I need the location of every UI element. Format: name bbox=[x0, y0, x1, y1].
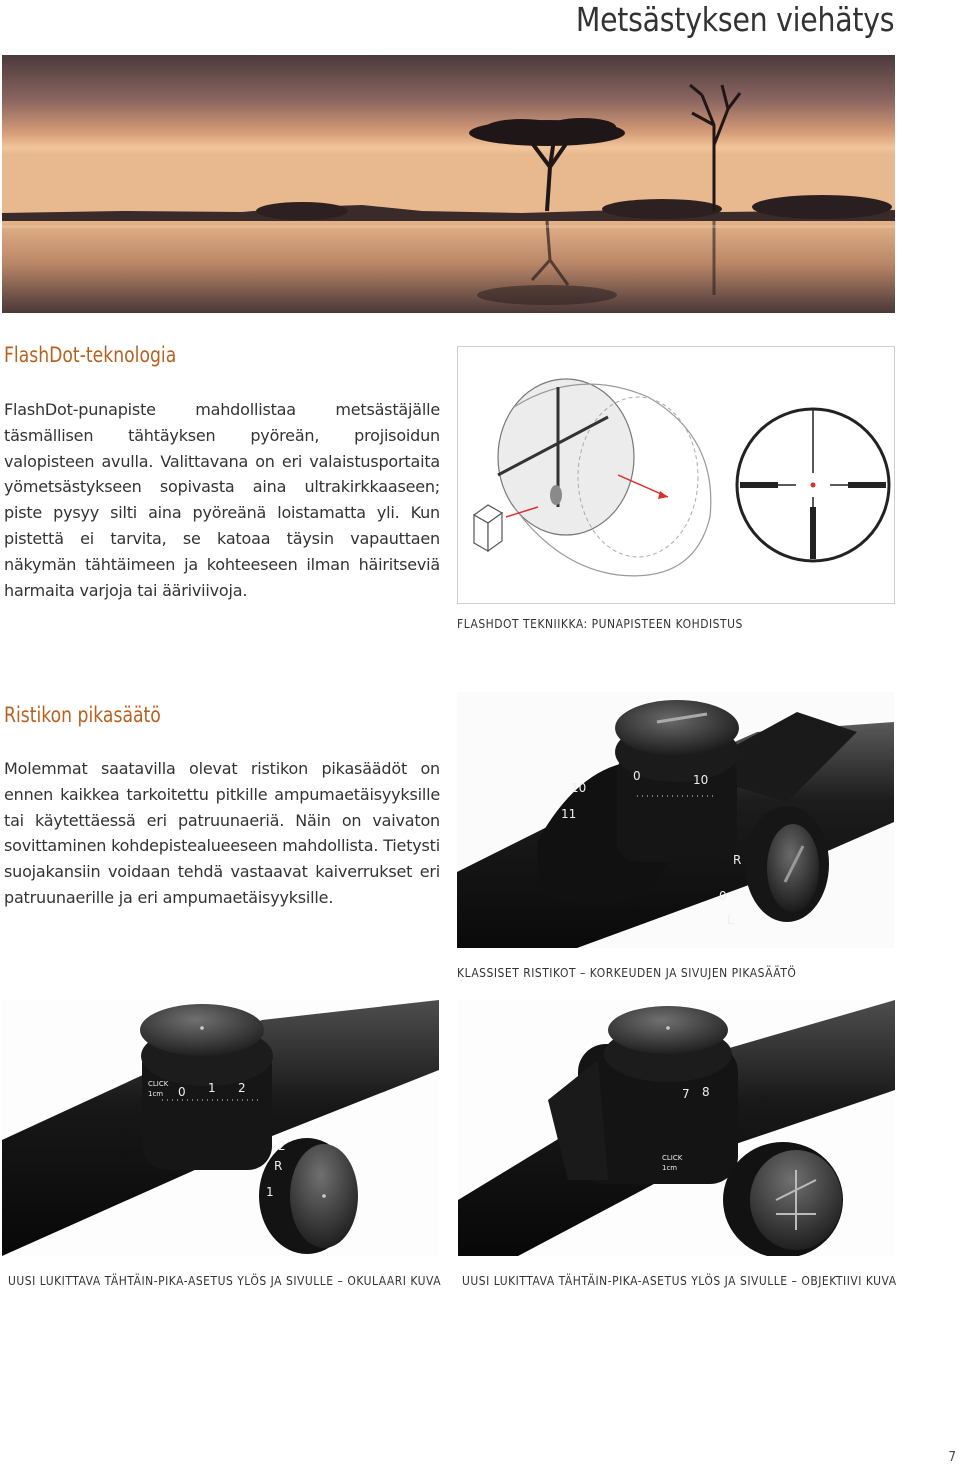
turret-mark-left-a: 10 bbox=[571, 781, 587, 795]
turret-photo-classic bbox=[457, 692, 894, 948]
emitter-cube-icon bbox=[474, 505, 502, 551]
turret-mark-side-l: L bbox=[727, 913, 734, 927]
ristikko-body bbox=[4, 756, 440, 911]
turret-mark-top-b: 10 bbox=[693, 773, 709, 787]
flashdot-caption: FLASHDOT TEKNIIKKA: PUNAPISTEEN KOHDISTUS bbox=[457, 616, 743, 631]
flashdot-diagram bbox=[457, 346, 895, 604]
objective-mark-8: 8 bbox=[702, 1085, 710, 1099]
turret-photo-objective bbox=[458, 1000, 895, 1256]
turret-mark-left-b: 11 bbox=[561, 807, 577, 821]
eyepiece-mark-click: CLICK bbox=[148, 1080, 169, 1088]
turret-mark-top-a: 0 bbox=[633, 769, 641, 783]
turret-mark-side-r: R bbox=[733, 853, 742, 867]
objective-mark-click: CLICK bbox=[662, 1154, 683, 1162]
eyepiece-mark-1b: 1 bbox=[266, 1185, 274, 1199]
ristikko-paragraph: Molemmat saatavilla olevat ristikon pikasäädöt on ennen kaikkea tarkoitettu pitkille ampumaetäisyyksille tai käytettäessä eri patruunaeriä. Näin on vaivaton sovittaminen kohdepistealueeseen mahdollista. Tietysti suojakansiin voidaan tehdä vastaavat kaiverrukset eri patruunaerille ja eri ampumaetäisyyksille. bbox=[4, 759, 440, 907]
eyepiece-mark-2b: 2 bbox=[278, 1139, 286, 1153]
eyepiece-mark-r: R bbox=[274, 1159, 283, 1173]
flashdot-body bbox=[4, 397, 440, 603]
eyepiece-mark-2: 2 bbox=[238, 1081, 246, 1095]
objective-caption: UUSI LUKITTAVA TÄHTÄIN-PIKA-ASETUS YLÖS JA SIVULLE – OBJEKTIIVI KUVA bbox=[462, 1273, 897, 1288]
ristikko-heading: Ristikon pikasäätö bbox=[4, 703, 161, 727]
page-title: Metsästyksen viehätys bbox=[575, 0, 894, 39]
objective-mark-7: 7 bbox=[682, 1087, 690, 1101]
ristikko-caption: KLASSISET RISTIKOT – KORKEUDEN JA SIVUJEN PIKASÄÄTÖ bbox=[457, 965, 797, 980]
flashdot-heading: FlashDot-teknologia bbox=[4, 343, 177, 367]
hero-photo bbox=[2, 55, 895, 313]
eyepiece-mark-0: 0 bbox=[178, 1085, 186, 1099]
turret-mark-side-0: 0 bbox=[719, 889, 727, 903]
page-number: 7 bbox=[948, 1450, 956, 1465]
objective-mark-cm: 1cm bbox=[662, 1164, 678, 1172]
eyepiece-caption: UUSI LUKITTAVA TÄHTÄIN-PIKA-ASETUS YLÖS JA SIVULLE – OKULAARI KUVA bbox=[8, 1273, 442, 1288]
eyepiece-mark-cm: 1cm bbox=[148, 1090, 164, 1098]
eyepiece-mark-1: 1 bbox=[208, 1081, 216, 1095]
turret-photo-eyepiece bbox=[2, 1000, 439, 1256]
flashdot-paragraph: FlashDot-punapiste mahdollistaa metsästäjälle täsmällisen tähtäyksen pyöreän, projisoidun valopisteen avulla. Valittavana on eri valaistusportaita yömetsästykseen sopivasta aina ultrakirkkaaseen; piste pysyy silti aina pyöreänä loistamatta yli. Kun pistettä ei tarvita, se katoaa täysin vapauttaen näkymän tähtäimeen ja kohteeseen ilman häiritseviä harmaita varjoja tai ääriviivoja. bbox=[4, 400, 440, 600]
